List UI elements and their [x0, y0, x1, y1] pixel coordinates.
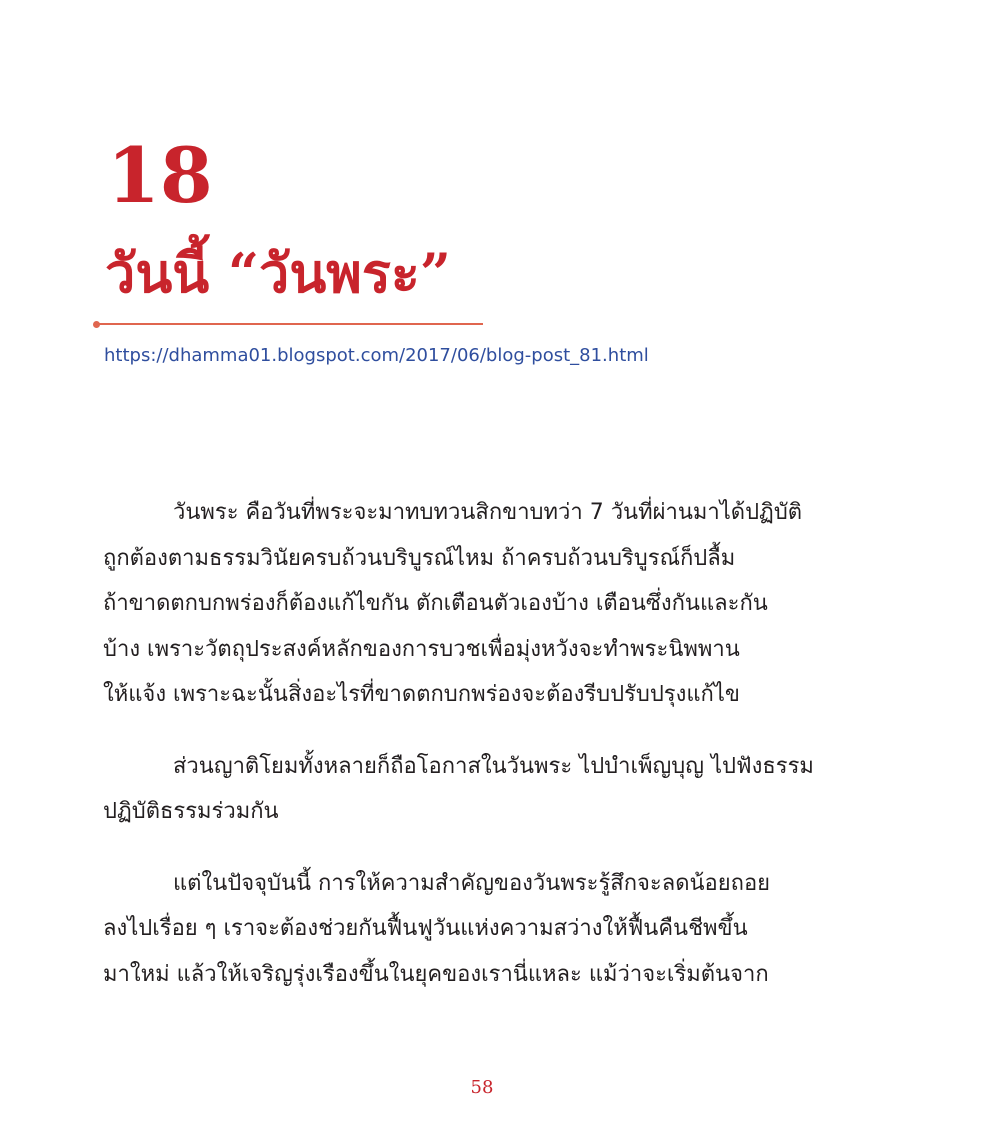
text-line: ให้แจ้ง เพราะฉะนั้นสิ่งอะไรที่ขาดตกบกพร่องจะต้องรีบปรับปรุงแก้ไข — [103, 682, 740, 707]
paragraph-3 — [103, 861, 861, 998]
article-body — [103, 490, 861, 1023]
title-divider — [93, 323, 483, 326]
chapter-title: วันนี้ “วันพระ” — [105, 241, 451, 305]
text-line: ถ้าขาดตกบกพร่องก็ต้องแก้ไขกัน ตักเตือนตัวเองบ้าง เตือนซึ่งกันและกัน — [103, 591, 768, 616]
text-line: บ้าง เพราะวัตถุประสงค์หลักของการบวชเพื่อมุ่งหวังจะทำพระนิพพาน — [103, 636, 740, 662]
text-line: ถูกต้องตามธรรมวินัยครบถ้วนบริบูรณ์ไหม ถ้าครบถ้วนบริบูรณ์ก็ปลื้ม — [103, 545, 736, 571]
text-line: แต่ในปัจจุบันนี้ การให้ความสำคัญของวันพระรู้สึกจะลดน้อยถอย — [173, 870, 771, 896]
page-number: 58 — [470, 1077, 494, 1098]
chapter-number: 18 — [107, 131, 213, 220]
text-line: ลงไปเรื่อย ๆ เราจะต้องช่วยกันฟื้นฟูวันแห่งความสว่างให้ฟื้นคืนชีพขึ้น — [103, 916, 748, 941]
text-line: มาใหม่ แล้วให้เจริญรุ่งเรืองขึ้นในยุคของเรานี่แหละ แม้ว่าจะเริ่มต้นจาก — [103, 961, 769, 987]
divider-line — [97, 323, 483, 325]
text-line: วันพระ คือวันที่พระจะมาทบทวนสิกขาบทว่า 7 วันที่ผ่านมาได้ปฏิบัติ — [173, 500, 803, 525]
text-line: ปฏิบัติธรรมร่วมกัน — [103, 799, 279, 824]
source-link[interactable]: https://dhamma01.blogspot.com/2017/06/blog-post_81.html — [104, 345, 649, 366]
paragraph-2 — [103, 744, 861, 835]
text-line: ส่วนญาติโยมทั้งหลายก็ถือโอกาสในวันพระ ไปบำเพ็ญบุญ ไปฟังธรรม — [173, 753, 814, 779]
paragraph-1 — [103, 490, 861, 718]
